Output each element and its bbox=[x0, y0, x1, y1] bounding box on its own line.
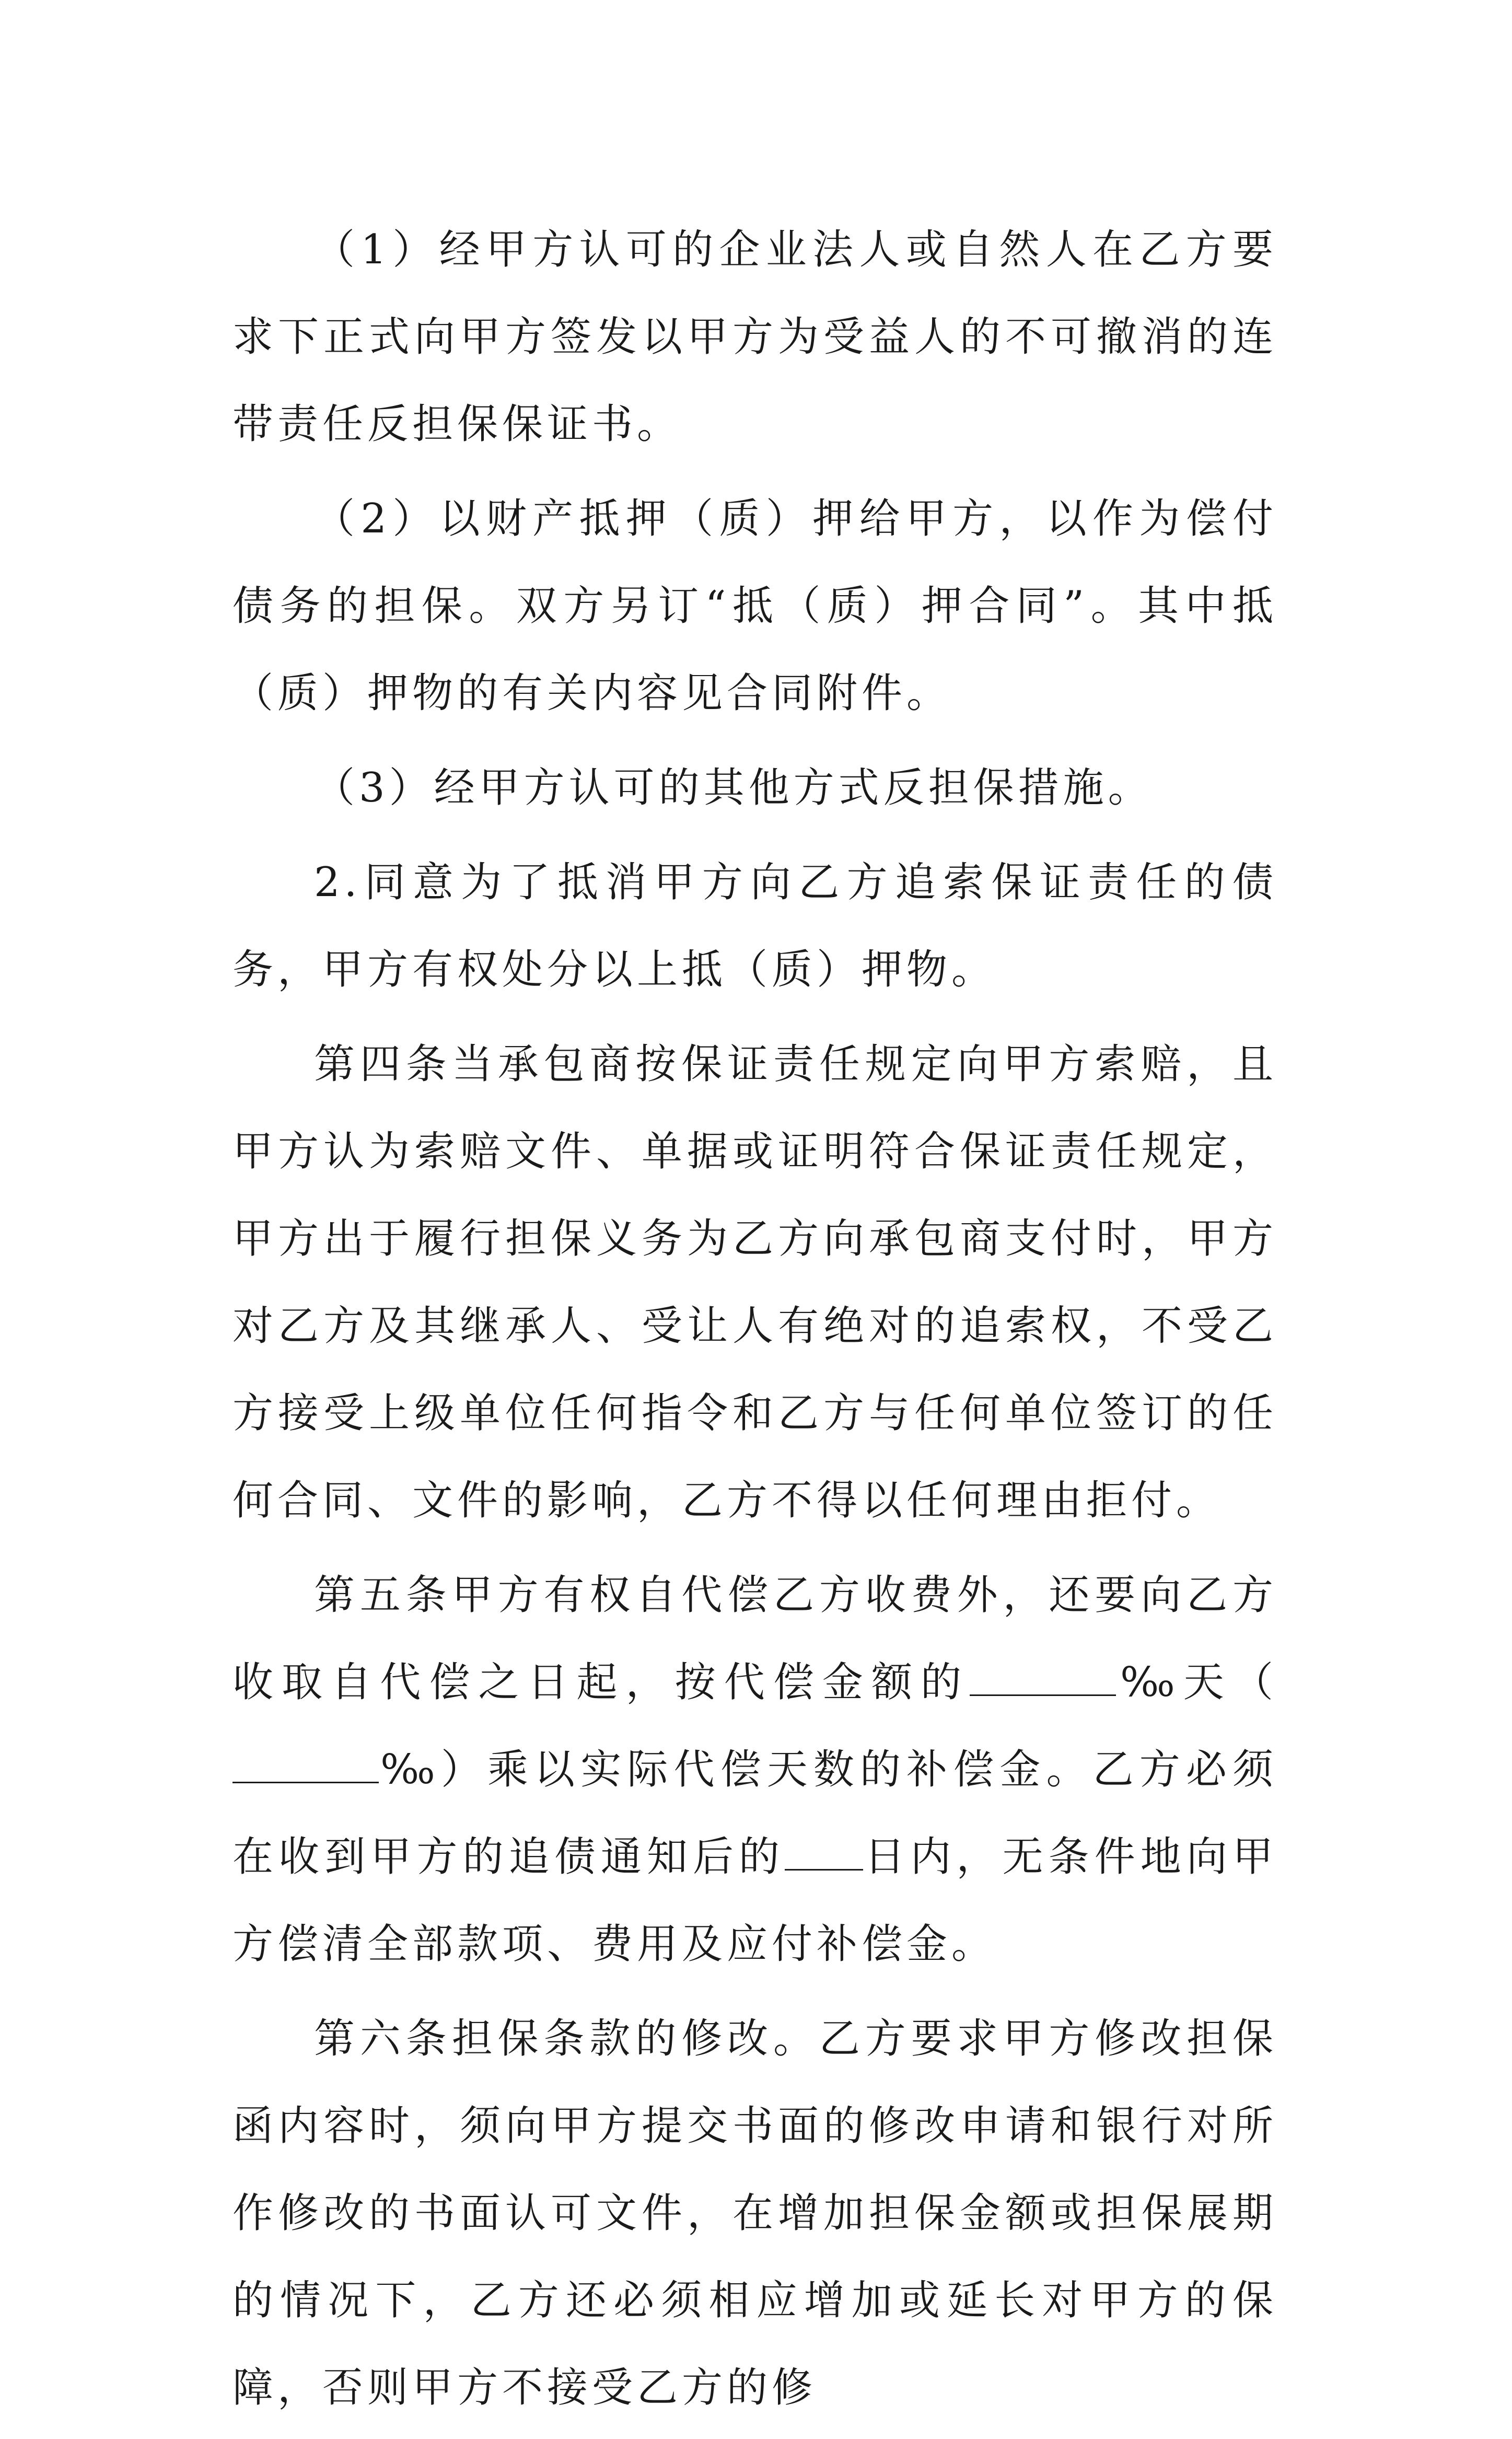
paragraph-property-pledge bbox=[232, 475, 1277, 737]
paragraph-text: 日内，无条件地向甲方偿清全部款项、费用及应付补偿金。 bbox=[232, 1833, 1277, 1968]
fill-in-blank-days bbox=[785, 1837, 863, 1871]
paragraph-guarantee-letter bbox=[232, 206, 1277, 468]
paragraph-text: （3）经甲方认可的其他方式反担保措施。 bbox=[314, 764, 1153, 811]
paragraph-article-5 bbox=[232, 1552, 1277, 1988]
paragraph-text: 第四条当承包商按保证责任规定向甲方索赔，且甲方认为索赔文件、单据或证明符合保证责任规定，甲方出于履行担保义务为乙方向承包商支付时，甲方对乙方及其继承人、受让人有绝对的追索权，不受乙方接受上级单位任何指令和乙方与任何单位签订的任何合同、文件的影响，乙方不得以任何理由拒付。 bbox=[232, 1041, 1277, 1524]
paragraph-text: ‰）乘以实际代偿天数的补偿金。乙方必须在收到甲方的追债通知后的 bbox=[232, 1746, 1277, 1880]
paragraph-text: 第六条担保条款的修改。乙方要求甲方修改担保函内容时，须向甲方提交书面的修改申请和银行对所作修改的书面认可文件，在增加担保金额或担保展期的情况下，乙方还必须相应增加或延长对甲方的保障，否则甲方不接受乙方的修 bbox=[232, 2015, 1277, 2411]
paragraph-text: （1）经甲方认可的企业法人或自然人在乙方要求下正式向甲方签发以甲方为受益人的不可撤消的连带责任反担保保证书。 bbox=[232, 226, 1277, 448]
paragraph-other-measures bbox=[232, 745, 1277, 832]
paragraph-article-4 bbox=[232, 1021, 1277, 1544]
paragraph-text: ‰天（ bbox=[1116, 1659, 1277, 1706]
fill-in-blank-rate bbox=[232, 1749, 379, 1783]
paragraph-text: （2）以财产抵押（质）押给甲方，以作为偿付债务的担保。双方另订“抵（质）押合同”。其中抵（质）押物的有关内容见合同附件。 bbox=[232, 495, 1277, 717]
document-body bbox=[232, 206, 1277, 2439]
paragraph-text: 2.同意为了抵消甲方向乙方追索保证责任的债务，甲方有权处分以上抵（质）押物。 bbox=[232, 859, 1277, 993]
paragraph-disposal-right bbox=[232, 839, 1277, 1014]
paragraph-article-6 bbox=[232, 1995, 1277, 2432]
paragraph-text: 第五条甲方有权自代偿乙方收费外，还要向乙方收取自代偿之日起，按代偿金额的 bbox=[232, 1572, 1277, 1706]
fill-in-blank-daily-rate bbox=[970, 1662, 1116, 1696]
